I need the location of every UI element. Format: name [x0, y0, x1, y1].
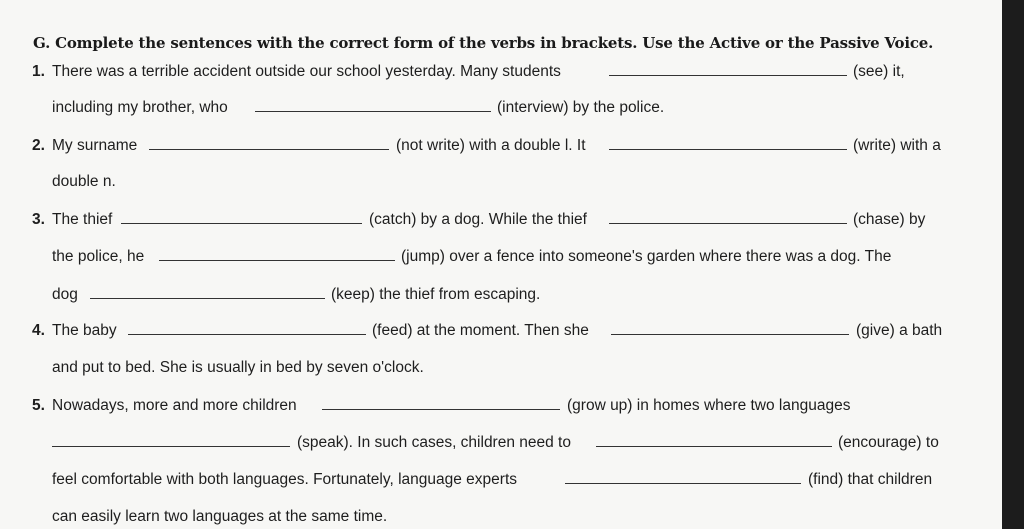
item-4-line-1 — [0, 320, 1004, 342]
verb-prompt: (speak). In such cases, children need to — [297, 434, 571, 451]
verb-prompt: (jump) over a fence into someone's garden where there was a dog. The — [401, 248, 892, 265]
answer-blank[interactable] — [609, 209, 847, 224]
answer-blank[interactable] — [609, 61, 847, 76]
sentence-text: and put to bed. She is usually in bed by seven o'clock. — [52, 359, 424, 376]
sentence-text: The thief — [52, 211, 113, 228]
item-5-line-3 — [0, 469, 1004, 491]
item-5-line-2 — [0, 432, 1004, 454]
verb-prompt: (give) a bath — [856, 322, 943, 339]
verb-prompt: (see) it, — [853, 63, 905, 80]
exercise-title: G. Complete the sentences with the correct form of the verbs in brackets. Use the Active or the Passive Voice. — [33, 34, 934, 52]
item-number: 1. — [32, 63, 45, 80]
item-3-line-1 — [0, 209, 1004, 231]
item-1-line-2 — [0, 97, 1004, 119]
sentence-text: can easily learn two languages at the same time. — [52, 508, 388, 525]
item-2-line-2 — [0, 171, 1004, 193]
sentence-text: the police, he — [52, 248, 145, 265]
sentence-text: There was a terrible accident outside our school yesterday. Many students — [52, 63, 561, 80]
item-5-line-4 — [0, 506, 1004, 528]
item-2-line-1 — [0, 135, 1004, 157]
answer-blank[interactable] — [596, 432, 832, 447]
item-3-line-2 — [0, 246, 1004, 268]
verb-prompt: (write) with a — [853, 137, 941, 154]
answer-blank[interactable] — [121, 209, 362, 224]
answer-blank[interactable] — [255, 97, 491, 112]
item-4-line-2 — [0, 357, 1004, 379]
verb-prompt: (catch) by a dog. While the thief — [369, 211, 587, 228]
sentence-text: dog — [52, 286, 78, 303]
item-number: 5. — [32, 397, 45, 414]
answer-blank[interactable] — [159, 246, 395, 261]
verb-prompt: (keep) the thief from escaping. — [331, 286, 541, 303]
item-number: 4. — [32, 322, 45, 339]
dark-edge — [1002, 0, 1024, 529]
answer-blank[interactable] — [565, 469, 801, 484]
verb-prompt: (not write) with a double l. It — [396, 137, 586, 154]
sentence-text: My surname — [52, 137, 138, 154]
verb-prompt: (feed) at the moment. Then she — [372, 322, 589, 339]
sentence-text: including my brother, who — [52, 99, 228, 116]
verb-prompt: (find) that children — [808, 471, 933, 488]
item-number: 3. — [32, 211, 45, 228]
item-1-line-1 — [0, 61, 1004, 83]
verb-prompt: (chase) by — [853, 211, 926, 228]
answer-blank[interactable] — [149, 135, 389, 150]
verb-prompt: (encourage) to — [838, 434, 939, 451]
answer-blank[interactable] — [52, 432, 290, 447]
answer-blank[interactable] — [609, 135, 847, 150]
sentence-text: feel comfortable with both languages. Fortunately, language experts — [52, 471, 517, 488]
item-number: 2. — [32, 137, 45, 154]
sentence-text: Nowadays, more and more children — [52, 397, 297, 414]
item-3-line-3 — [0, 284, 1004, 306]
answer-blank[interactable] — [128, 320, 366, 335]
sentence-text: The baby — [52, 322, 117, 339]
answer-blank[interactable] — [90, 284, 325, 299]
answer-blank[interactable] — [611, 320, 849, 335]
verb-prompt: (interview) by the police. — [497, 99, 665, 116]
verb-prompt: (grow up) in homes where two languages — [567, 397, 851, 414]
item-5-line-1 — [0, 395, 1004, 417]
sentence-text: double n. — [52, 173, 116, 190]
answer-blank[interactable] — [322, 395, 560, 410]
